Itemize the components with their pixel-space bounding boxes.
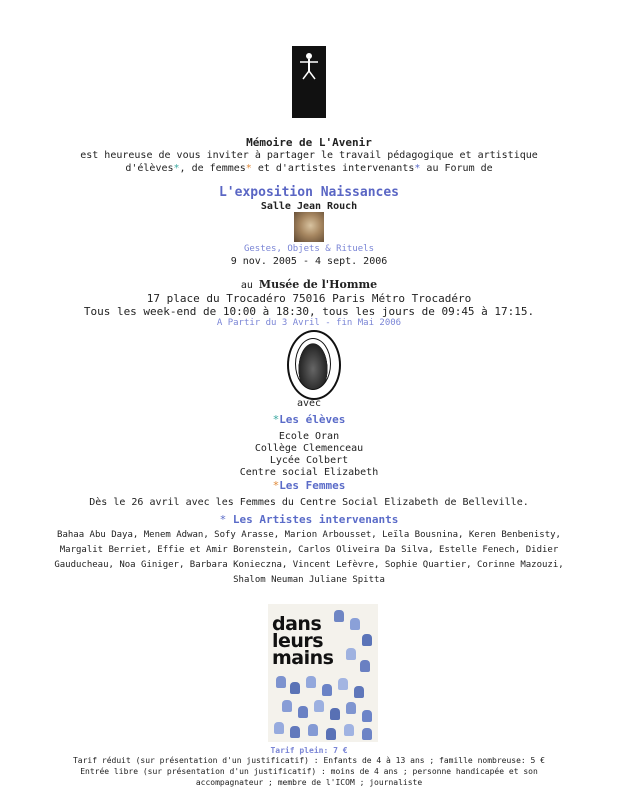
hand-icon bbox=[362, 710, 372, 722]
hand-icon bbox=[346, 648, 356, 660]
hand-icon bbox=[330, 708, 340, 720]
expo-dates: 9 nov. 2005 - 4 sept. 2006 bbox=[230, 256, 388, 267]
eleves-heading-row bbox=[0, 413, 618, 426]
tarif-reduit: Tarif réduit (sur présentation d'un justificatif) : Enfants de 4 à 13 ans ; famille nombreuse: 5 € bbox=[72, 756, 545, 765]
expo-thumbnail-image bbox=[294, 212, 324, 242]
hand-icon bbox=[290, 682, 300, 694]
star-icon: * bbox=[272, 413, 280, 426]
intro-forum: au Forum de bbox=[420, 163, 493, 174]
artistes-line: Bahaa Abu Daya, Menem Adwan, Sofy Arasse, Marion Arbousset, Leïla Bousnina, Keren Benbenisty, bbox=[57, 530, 561, 540]
hand-icon bbox=[344, 724, 354, 736]
hand-icon bbox=[354, 686, 364, 698]
musee-hours: Tous les week-end de 10:00 à 18:30, tous les jours de 09:45 à 17:15. bbox=[83, 305, 535, 318]
intro-femmes: , de femmes bbox=[179, 163, 246, 174]
hand-icon bbox=[362, 728, 372, 740]
star-icon: * bbox=[245, 163, 252, 174]
musee-line bbox=[0, 278, 618, 291]
org-name: Mémoire de L'Avenir bbox=[246, 136, 372, 149]
entree-libre-2: accompagnateur ; membre de l'ICOM ; journaliste bbox=[195, 778, 423, 787]
femmes-heading: Les Femmes bbox=[279, 479, 346, 492]
hand-icon bbox=[346, 702, 356, 714]
hand-icon bbox=[360, 660, 370, 672]
artistes-line: Margalit Berriet, Effie et Amir Borenstein, Carlos Oliveira Da Silva, Estelle Fenech, Didier bbox=[59, 545, 559, 555]
hand-icon bbox=[308, 724, 318, 736]
expo-subtitle: Gestes, Objets & Rituels bbox=[243, 244, 375, 254]
artistes-line: Shalom Neuman Juliane Spitta bbox=[233, 575, 385, 585]
star-icon: * bbox=[219, 513, 227, 526]
musee-period: A Partir du 3 Avril - fin Mai 2006 bbox=[216, 318, 402, 328]
hand-icon bbox=[276, 676, 286, 688]
expo-title: L'exposition Naissances bbox=[218, 185, 399, 200]
femmes-text: Dès le 26 avril avec les Femmes du Centre Social Elizabeth de Belleville. bbox=[89, 497, 529, 508]
star-icon: * bbox=[173, 163, 180, 174]
intro-line-2 bbox=[0, 163, 618, 174]
hand-icon bbox=[274, 722, 284, 734]
intro-artistes: et d'artistes intervenants bbox=[251, 163, 415, 174]
hand-icon bbox=[298, 706, 308, 718]
intro-line-1: est heureuse de vous inviter à partager le travail pédagogique et artistique bbox=[80, 150, 538, 161]
eleves-heading: Les élèves bbox=[279, 413, 346, 426]
memoire-avenir-logo bbox=[292, 46, 326, 118]
hand-icon bbox=[338, 678, 348, 690]
seal-emblem-icon bbox=[295, 338, 331, 390]
femmes-heading-row bbox=[0, 479, 618, 492]
museum-seal-logo bbox=[287, 330, 341, 400]
artistes-line: Gauducheau, Noa Giniger, Barbara Konieczna, Vincent Lefèvre, Sophie Quartier, Corinne Mazouzi, bbox=[54, 560, 564, 570]
poster-title: dans leurs mains bbox=[272, 613, 334, 669]
musee-address: 17 place du Trocadéro 75016 Paris Métro Trocadéro bbox=[146, 292, 472, 305]
eleves-item: Centre social Elizabeth bbox=[239, 467, 379, 478]
hand-icon bbox=[290, 726, 300, 738]
avec-label: avec bbox=[296, 398, 322, 409]
musee-au: au bbox=[240, 280, 259, 291]
entree-libre-1: Entrée libre (sur présentation d'un justificatif) : moins de 4 ans ; personne handicapée et son bbox=[80, 767, 538, 776]
hand-icon bbox=[322, 684, 332, 696]
hand-icon bbox=[306, 676, 316, 688]
tarif-plein: Tarif plein: 7 € bbox=[270, 746, 348, 755]
eleves-item: Ecole Oran bbox=[278, 431, 340, 442]
star-icon: * bbox=[414, 163, 421, 174]
hand-icon bbox=[282, 700, 292, 712]
hand-icon bbox=[334, 610, 344, 622]
hand-icon bbox=[314, 700, 324, 712]
hand-icon bbox=[326, 728, 336, 740]
artistes-heading-row bbox=[0, 513, 618, 526]
hand-icon bbox=[350, 618, 360, 630]
intro-eleves: d'élèves bbox=[125, 163, 174, 174]
artistes-heading: Les Artistes intervenants bbox=[232, 513, 399, 526]
eleves-item: Collège Clemenceau bbox=[254, 443, 364, 454]
poster-image bbox=[268, 604, 378, 742]
logo-figure-icon bbox=[298, 52, 320, 80]
star-icon: * bbox=[272, 479, 280, 492]
eleves-item: Lycée Colbert bbox=[269, 455, 349, 466]
hand-icon bbox=[362, 634, 372, 646]
musee-name: Musée de l'Homme bbox=[258, 278, 378, 291]
expo-salle: Salle Jean Rouch bbox=[260, 201, 358, 212]
